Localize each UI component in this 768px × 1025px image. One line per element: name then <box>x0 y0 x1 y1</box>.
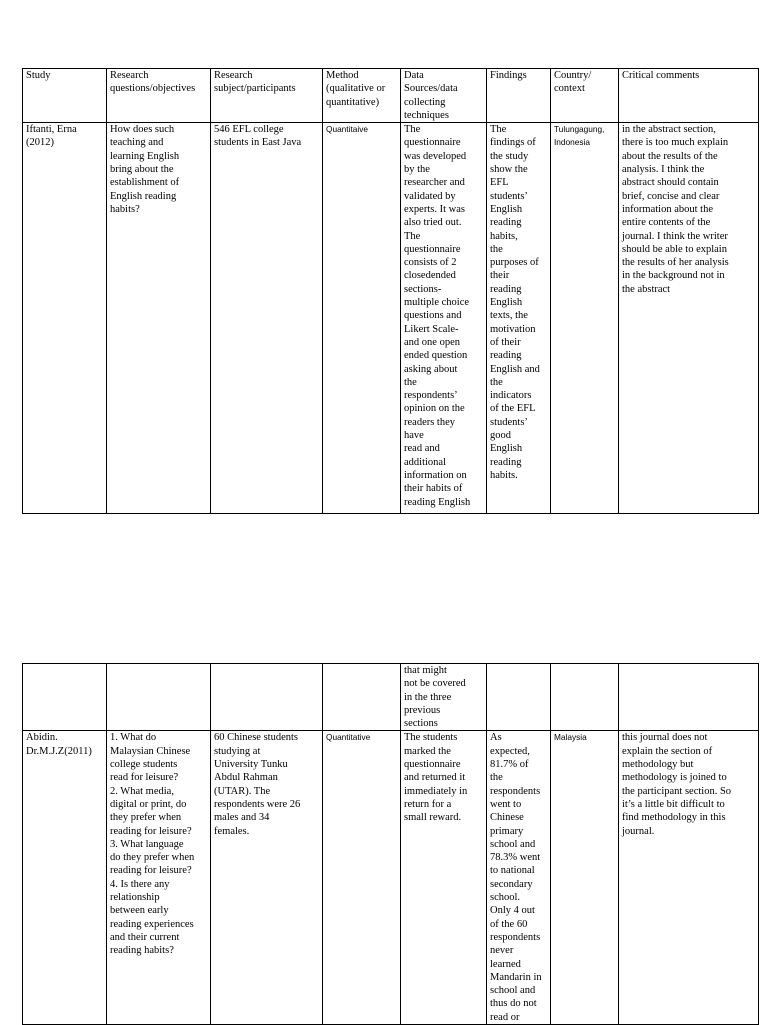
empty-cell <box>551 664 619 731</box>
comments-cell: this journal does not explain the section of methodology but methodology is joined to the participant section. So it’s a little bit difficult to find methodology in this journal. <box>619 731 759 1025</box>
table-row <box>23 123 759 514</box>
empty-cell <box>107 664 211 731</box>
comments-cell: in the abstract section, there is too much explain about the results of the analysis. I think the abstract should contain brief, concise and clear information about the entire contents of the journal. I think the writer should be able to explain the results of her analysis in the background not in the abstract <box>619 123 759 514</box>
country-cell: Tulungagung, Indonesia <box>551 123 619 514</box>
literature-review-table-1 <box>22 68 759 514</box>
header-cell-study: Study <box>23 69 107 123</box>
header-cell-research-subject: Research subject/participants <box>211 69 323 123</box>
empty-cell <box>211 664 323 731</box>
header-cell-data-sources: Data Sources/data collecting techniques <box>401 69 487 123</box>
data-sources-cell: The students marked the questionnaire and returned it immediately in return for a small reward. <box>401 731 487 1025</box>
data-sources-continuation-cell: that might not be covered in the three previous sections <box>401 664 487 731</box>
empty-cell <box>619 664 759 731</box>
empty-cell <box>23 664 107 731</box>
study-cell: Iftanti, Erna (2012) <box>23 123 107 514</box>
header-cell-critical-comments: Critical comments <box>619 69 759 123</box>
header-cell-research-questions: Research questions/objectives <box>107 69 211 123</box>
study-cell: Abidin. Dr.M.J.Z(2011) <box>23 731 107 1025</box>
literature-review-table-2 <box>22 663 759 1025</box>
empty-cell <box>323 664 401 731</box>
method-cell: Quantitaive <box>323 123 401 514</box>
questions-cell: How does such teaching and learning English bring about the establishment of English reading habits? <box>107 123 211 514</box>
header-row <box>23 69 759 123</box>
findings-cell: As expected, 81.7% of the respondents went to Chinese primary school and 78.3% went to national secondary school. Only 4 out of the 60 respondents never learned Mandarin in school and thus do not read or <box>487 731 551 1025</box>
participants-cell: 546 EFL college students in East Java <box>211 123 323 514</box>
questions-cell: 1. What do Malaysian Chinese college students read for leisure? 2. What media, digital or print, do they prefer when reading for leisure? 3. What language do they prefer when reading for leisure? 4. Is there any relationship between early reading experiences and their current reading habits? <box>107 731 211 1025</box>
header-cell-findings: Findings <box>487 69 551 123</box>
participants-cell: 60 Chinese students studying at University Tunku Abdul Rahman (UTAR). The respondents were 26 males and 34 females. <box>211 731 323 1025</box>
data-sources-cell: The questionnaire was developed by the researcher and validated by experts. It was also tried out. The questionnaire consists of 2 closedended sections- multiple choice questions and Likert Scale- and one open ended question asking about the respondents’ opinion on the readers they have read and additional information on their habits of reading English <box>401 123 487 514</box>
empty-cell <box>487 664 551 731</box>
table-row <box>23 731 759 1025</box>
continuation-row <box>23 664 759 731</box>
country-cell: Malaysia <box>551 731 619 1025</box>
method-cell: Quantitative <box>323 731 401 1025</box>
header-cell-country: Country/ context <box>551 69 619 123</box>
header-cell-method: Method (qualitative or quantitative) <box>323 69 401 123</box>
findings-cell: The findings of the study show the EFL students’ English reading habits, the purposes of their reading English texts, the motivation of their reading English and the indicators of the EFL students’ good English reading habits. <box>487 123 551 514</box>
